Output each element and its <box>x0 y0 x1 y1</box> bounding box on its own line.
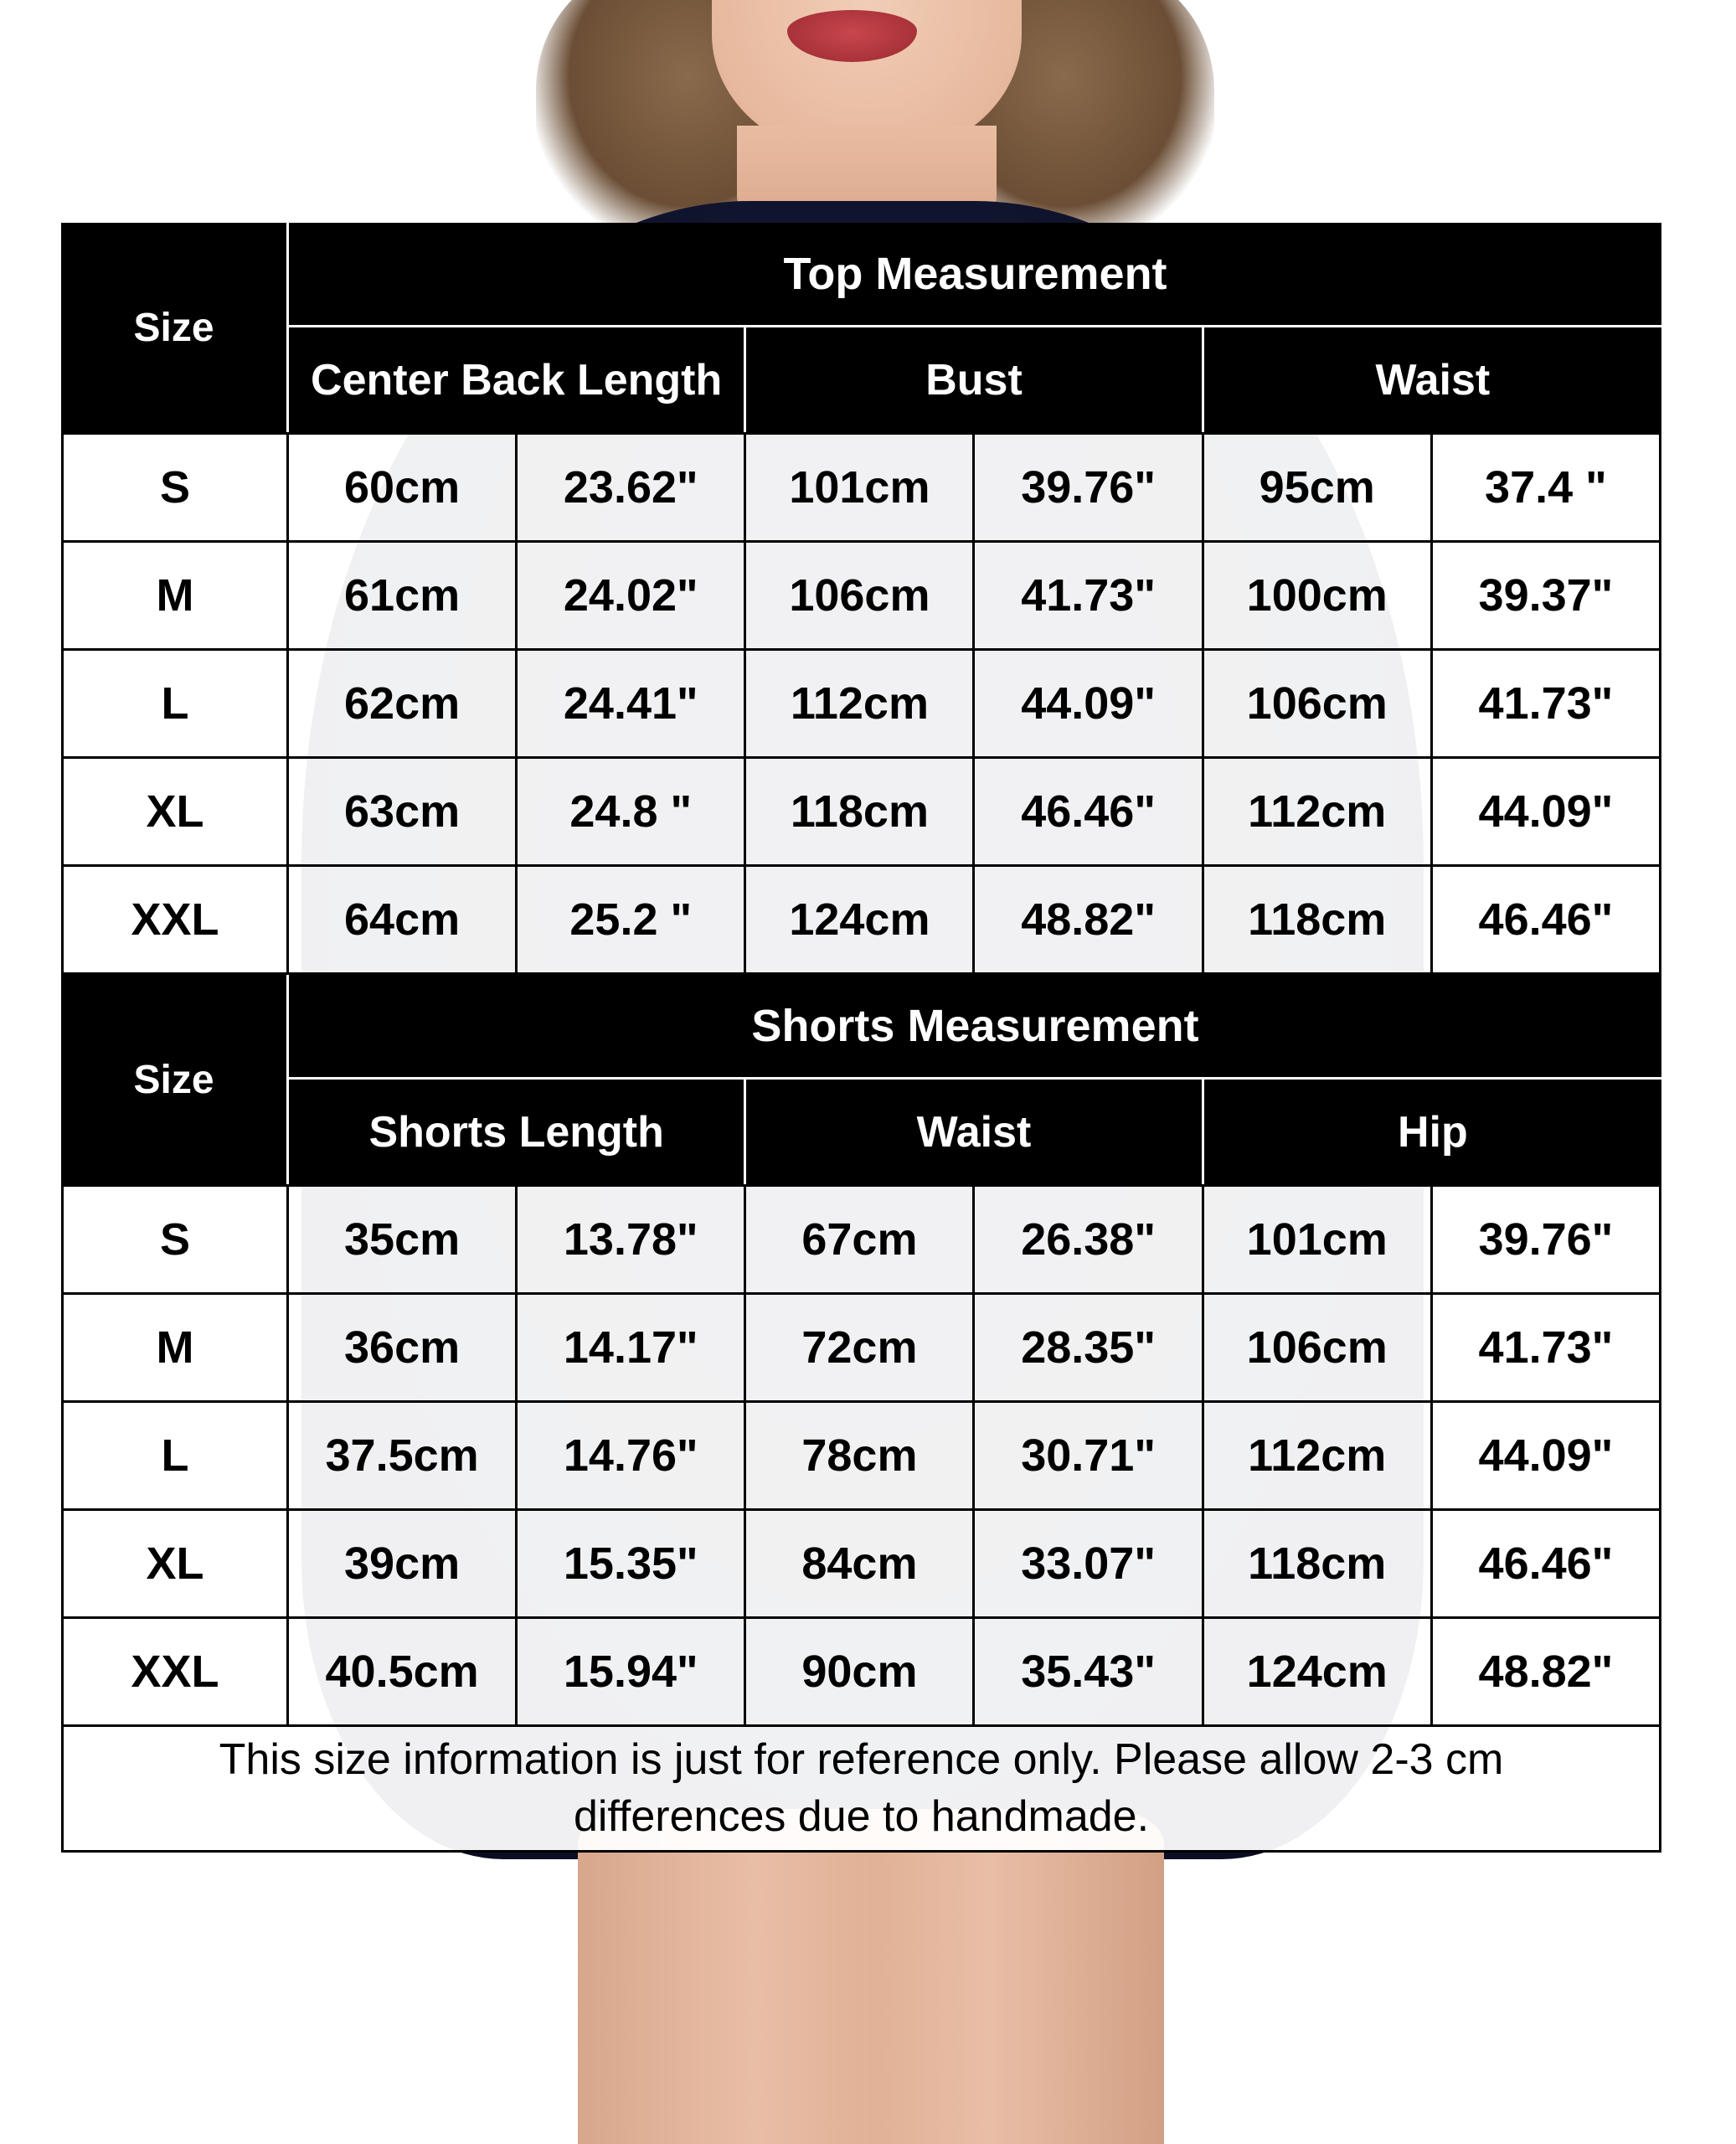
table-row <box>61 1403 1661 1511</box>
table-row <box>61 1511 1661 1619</box>
table-cell: 39.76" <box>975 435 1203 540</box>
table-cell: 112cm <box>746 651 975 756</box>
size-cell: XXL <box>61 867 289 972</box>
table-cell: 41.73" <box>1433 1295 1661 1400</box>
shorts-table-body <box>61 1184 1661 1727</box>
table-cell: 64cm <box>289 867 518 972</box>
table-cell: 24.8 " <box>518 759 746 864</box>
table-cell: 36cm <box>289 1295 518 1400</box>
table-cell: 112cm <box>1204 759 1433 864</box>
table-cell: 13.78" <box>518 1187 746 1292</box>
table-cell: 30.71" <box>975 1403 1203 1508</box>
table-cell: 23.62" <box>518 435 746 540</box>
table-cell: 15.35" <box>518 1511 746 1616</box>
table-cell: 37.4 " <box>1433 435 1661 540</box>
table-cell: 28.35" <box>975 1295 1203 1400</box>
table-cell: 24.02" <box>518 543 746 648</box>
table-cell: 62cm <box>289 651 518 756</box>
table-cell: 124cm <box>1204 1619 1433 1724</box>
table-cell: 118cm <box>1204 1511 1433 1616</box>
table-cell: 118cm <box>1204 867 1433 972</box>
table-row <box>61 1187 1661 1295</box>
table-cell: 46.46" <box>1433 1511 1661 1616</box>
size-cell: S <box>61 1187 289 1292</box>
table-cell: 118cm <box>746 759 975 864</box>
table-cell: 14.76" <box>518 1403 746 1508</box>
table-cell: 25.2 " <box>518 867 746 972</box>
top-header <box>61 223 1661 432</box>
size-cell: XL <box>61 1511 289 1616</box>
shorts-measurement-title: Shorts Measurement <box>289 975 1661 1080</box>
shorts-column-headers <box>289 1080 1661 1184</box>
table-cell: 67cm <box>746 1187 975 1292</box>
table-row <box>61 1295 1661 1403</box>
table-cell: 61cm <box>289 543 518 648</box>
top-table-body <box>61 432 1661 975</box>
table-cell: 35cm <box>289 1187 518 1292</box>
table-cell: 48.82" <box>975 867 1203 972</box>
size-cell: L <box>61 1403 289 1508</box>
table-cell: 72cm <box>746 1295 975 1400</box>
table-row <box>61 1619 1661 1727</box>
table-cell: 14.17" <box>518 1295 746 1400</box>
table-cell: 106cm <box>1204 1295 1433 1400</box>
table-cell: 39cm <box>289 1511 518 1616</box>
table-cell: 35.43" <box>975 1619 1203 1724</box>
table-cell: 24.41" <box>518 651 746 756</box>
table-cell: 84cm <box>746 1511 975 1616</box>
table-cell: 60cm <box>289 435 518 540</box>
table-cell: 106cm <box>746 543 975 648</box>
table-cell: 44.09" <box>1433 1403 1661 1508</box>
table-cell: 63cm <box>289 759 518 864</box>
size-cell: M <box>61 543 289 648</box>
table-cell: 101cm <box>746 435 975 540</box>
top-column-headers <box>289 327 1661 432</box>
table-row <box>61 759 1661 867</box>
size-cell: L <box>61 651 289 756</box>
size-cell: XL <box>61 759 289 864</box>
size-header: Size <box>61 223 289 432</box>
column-header: Shorts Length <box>289 1080 746 1184</box>
column-header: Waist <box>746 1080 1203 1184</box>
table-cell: 15.94" <box>518 1619 746 1724</box>
table-row <box>61 435 1661 543</box>
size-chart <box>61 223 1661 1853</box>
size-disclaimer: This size information is just for reference only. Please allow 2-3 cm differences due to handmade. <box>61 1727 1661 1853</box>
table-cell: 40.5cm <box>289 1619 518 1724</box>
table-cell: 44.09" <box>975 651 1203 756</box>
size-cell: S <box>61 435 289 540</box>
table-cell: 112cm <box>1204 1403 1433 1508</box>
table-cell: 78cm <box>746 1403 975 1508</box>
table-cell: 37.5cm <box>289 1403 518 1508</box>
table-cell: 39.76" <box>1433 1187 1661 1292</box>
column-header: Waist <box>1375 355 1491 405</box>
column-header: Bust <box>746 327 1203 432</box>
table-cell: 100cm <box>1204 543 1433 648</box>
top-measurement-title: Top Measurement <box>289 223 1661 327</box>
legs <box>578 1809 1164 2144</box>
table-cell: 48.82" <box>1433 1619 1661 1724</box>
table-cell: 101cm <box>1204 1187 1433 1292</box>
table-cell: 44.09" <box>1433 759 1661 864</box>
table-cell: 26.38" <box>975 1187 1203 1292</box>
table-cell: 46.46" <box>1433 867 1661 972</box>
table-cell: 41.73" <box>1433 651 1661 756</box>
size-header: Size <box>61 975 289 1184</box>
table-row <box>61 543 1661 651</box>
table-row <box>61 867 1661 975</box>
table-row <box>61 651 1661 759</box>
column-header: Hip <box>1397 1107 1468 1157</box>
size-cell: XXL <box>61 1619 289 1724</box>
table-cell: 90cm <box>746 1619 975 1724</box>
table-cell: 124cm <box>746 867 975 972</box>
table-cell: 39.37" <box>1433 543 1661 648</box>
table-cell: 33.07" <box>975 1511 1203 1616</box>
size-cell: M <box>61 1295 289 1400</box>
table-cell: 46.46" <box>975 759 1203 864</box>
shorts-header <box>61 975 1661 1184</box>
table-cell: 95cm <box>1204 435 1433 540</box>
column-header: Center Back Length <box>289 327 746 432</box>
table-cell: 41.73" <box>975 543 1203 648</box>
table-cell: 106cm <box>1204 651 1433 756</box>
